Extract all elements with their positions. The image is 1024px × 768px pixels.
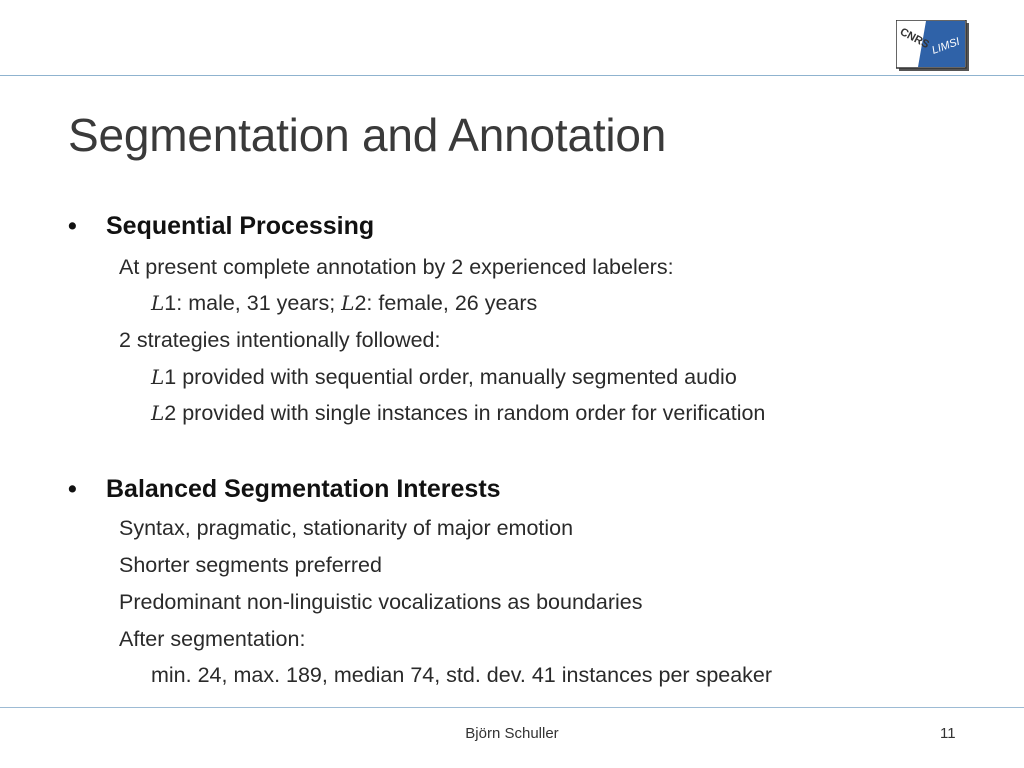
cnrs-limsi-logo <box>896 20 970 72</box>
bullet-icon: • <box>68 475 77 503</box>
header-divider <box>0 75 1024 76</box>
labeler-detail: : male, 31 years; <box>176 291 342 315</box>
section-heading-sequential <box>68 212 374 241</box>
bullet-icon: • <box>68 212 77 240</box>
body-line: Shorter segments preferred <box>119 553 382 577</box>
labeler-number: 1 <box>164 291 177 315</box>
section-heading-balanced <box>68 475 501 504</box>
strategy-line <box>151 365 737 390</box>
labeler-detail: : female, 26 years <box>366 291 538 315</box>
slide-title: Segmentation and Annotation <box>68 109 667 161</box>
body-line: Syntax, pragmatic, stationarity of major emotion <box>119 516 574 540</box>
labeler-info-line <box>151 291 537 316</box>
page-number: 11 <box>940 725 956 742</box>
strategy-text: 2 provided with single instances in random order for verification <box>164 401 766 425</box>
footer-author: Björn Schuller <box>465 725 559 742</box>
strategy-line <box>151 401 765 426</box>
statistics-line: min. 24, max. 189, median 74, std. dev. 41 instances per speaker <box>151 663 773 687</box>
body-line: At present complete annotation by 2 experienced labelers: <box>119 255 674 279</box>
labeler-symbol: L <box>151 401 165 425</box>
footer-divider <box>0 707 1024 708</box>
strategy-text: 1 provided with sequential order, manually segmented audio <box>164 365 737 389</box>
labeler-symbol: L <box>151 365 165 389</box>
labeler-number: 2 <box>354 291 367 315</box>
body-line: 2 strategies intentionally followed: <box>119 328 441 352</box>
logo-limsi-text: LIMSI <box>930 35 962 57</box>
labeler-symbol: L <box>341 291 355 315</box>
body-line: Predominant non-linguistic vocalizations as boundaries <box>119 590 643 614</box>
section-heading-label: Sequential Processing <box>106 212 375 240</box>
section-heading-label: Balanced Segmentation Interests <box>106 475 501 503</box>
labeler-symbol: L <box>151 291 165 315</box>
logo-cnrs-text: CNRS <box>897 25 932 52</box>
body-line: After segmentation: <box>119 627 306 651</box>
